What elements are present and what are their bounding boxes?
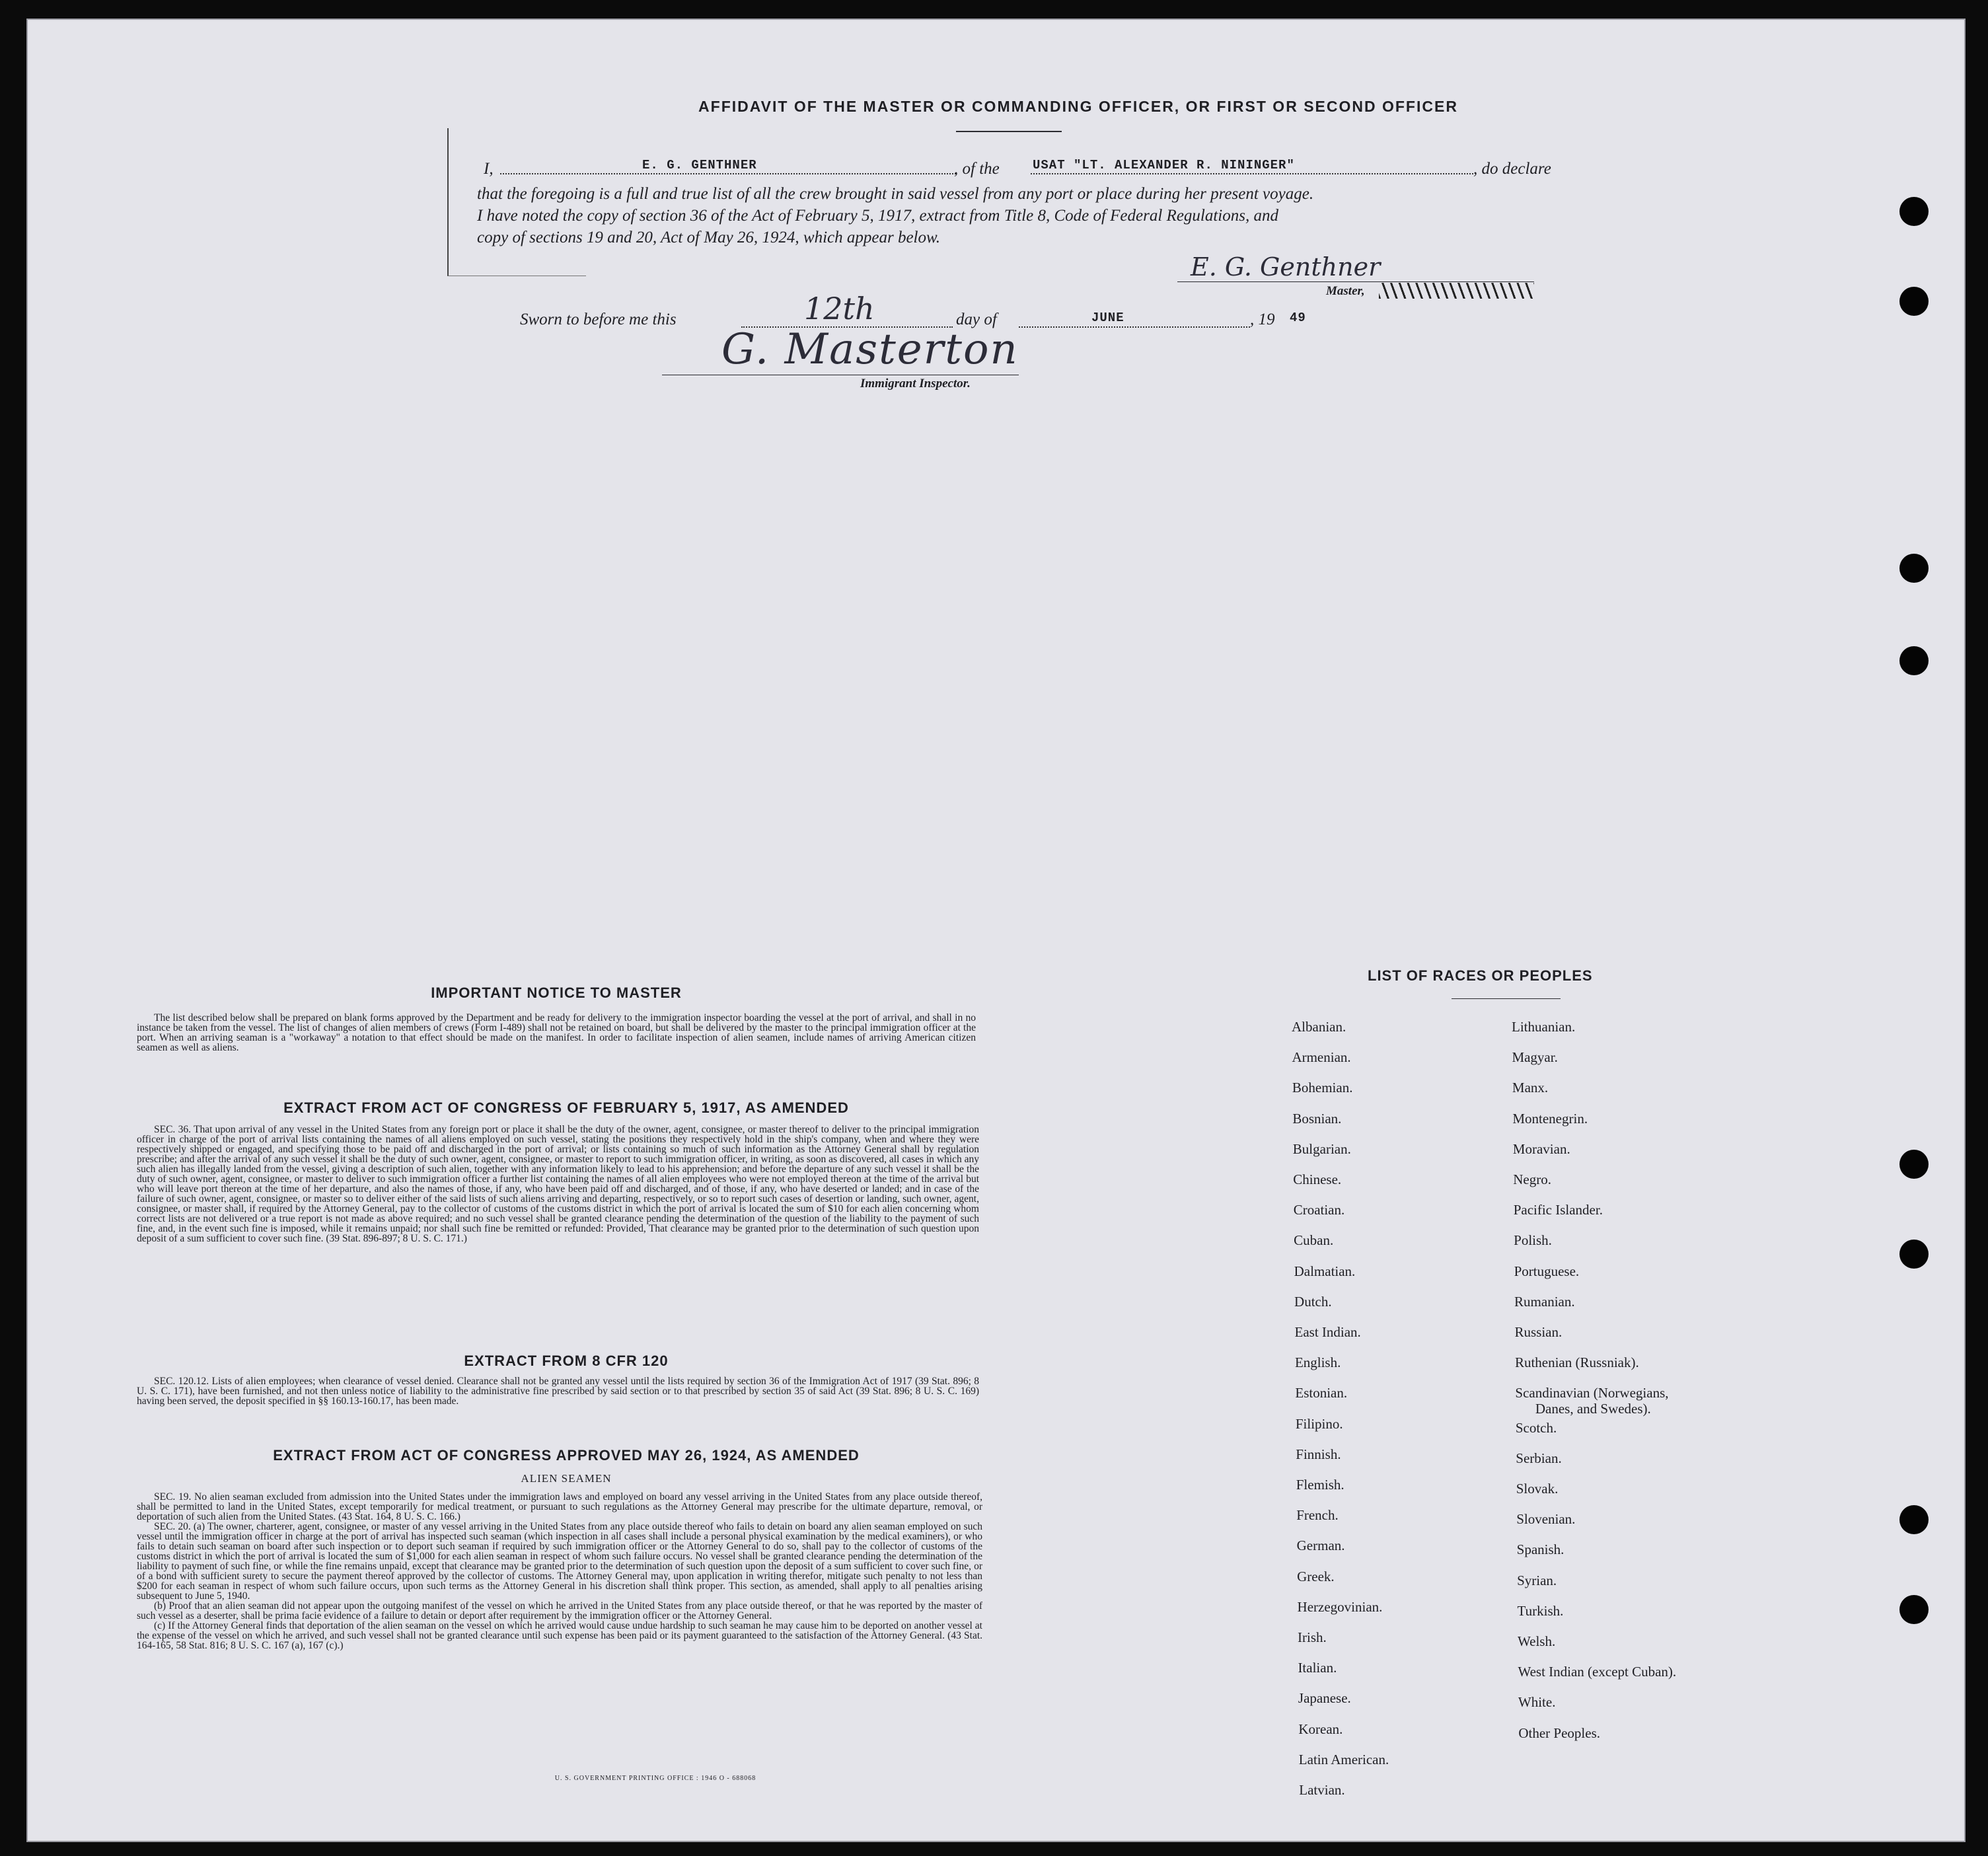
race-item: Greek.	[1297, 1568, 1335, 1584]
race-item: Finnish.	[1296, 1446, 1341, 1462]
race-item: Scandinavian (Norwegians,	[1515, 1385, 1669, 1401]
binder-hole	[1899, 646, 1929, 675]
document-page	[26, 19, 1966, 1842]
inspector-signature: G. Masterton	[721, 325, 1019, 374]
race-item: Bosnian.	[1292, 1110, 1342, 1127]
notice-paragraph: The list described below shall be prepared on blank forms approved by the Department and be ready for delivery to the immigration inspector boarding the vessel at the port of arrival, and shall in no instance be taken from the vessel. The list of changes of alien members of crews (Form I-489) shall not be retained on board, but shall be delivered by the master to the principal immigration officer at the port. When an arriving seaman is a "workaway" a notation to that effect should be made on the manifest. In order to facilitate inspection of alien seamen, include names of arriving American citizen seamen as well as aliens.	[137, 1012, 976, 1053]
vessel-field-line	[1031, 173, 1473, 174]
notice-body	[137, 1013, 976, 1053]
printing-office-imprint: U. S. GOVERNMENT PRINTING OFFICE : 1946 O - 688068	[554, 1775, 756, 1782]
extract-1917-section-36: SEC. 36. That upon arrival of any vessel in the United States from any foreign port or place it shall be the duty of the owner, agent, consignee, or master thereof to deliver to the principal immigration officer in charge of the port of arrival lists containing the names of all aliens employed on such vessel, stating the positions they respectively hold in the ship's company, when and where they were respectively shipped or engaged, and specifying those to be paid off and discharged in the port of arrival; or lists containing so much of such information as the Attorney General shall by regulation prescribe; and after the arrival of any such vessel it shall be the duty of such owner, agent, consignee, or master to report to such immigration officer, in writing, as soon as discovered, all cases in which any such alien has illegally landed from the vessel, giving a description of such alien, together with any information likely to lead to his apprehension; and before the departure of any such vessel it shall be the duty of such owner, agent, consignee, or master to deliver to such immigration officer a further list containing the names of all alien employees who were not employed thereon at the time of the arrival but who will leave port thereon at the time of her departure, and also the names of those, if any, who have been paid off and discharged, and of those, if any, who have deserted or landed; and in case of the failure of such owner, agent, consignee, or master so to deliver either of the said lists of such aliens arriving and departing, respectively, or so to report such cases of desertion or landing, such owner, agent, consignee, or master shall, if required by the Attorney General, pay to the collector of customs of the customs district in which the port of arrival is located the sum of $10 for each alien concerning whom correct lists are not delivered or a true report is not made as above required; and no such vessel shall be granted clearance pending the determination of the question of the liability to the payment of such fine, and, in the event such fine is imposed, while it remains unpaid; nor shall such fine be remitted or refunded: Provided, That clearance may be granted prior to the determination of such question upon deposit of a sum sufficient to cover such fine. (39 Stat. 896-897; 8 U. S. C. 171.)	[137, 1124, 979, 1244]
master-signature: E. G. Genthner	[1191, 252, 1381, 281]
race-item: Magyar.	[1512, 1049, 1558, 1066]
race-item: Ruthenian (Russniak).	[1514, 1355, 1639, 1371]
race-item: Lithuanian.	[1512, 1019, 1576, 1035]
binder-hole	[1899, 554, 1929, 583]
race-item: Manx.	[1512, 1080, 1549, 1096]
race-item: Cuban.	[1294, 1232, 1334, 1249]
race-item: Slovenian.	[1516, 1511, 1576, 1528]
affidavit-line-3: I have noted the copy of section 36 of the Act of February 5, 1917, extract from Title 8, Code of Federal Regulations, and	[477, 207, 1278, 225]
race-item: White.	[1518, 1694, 1556, 1711]
race-item: Japanese.	[1298, 1690, 1351, 1707]
race-item: Syrian.	[1517, 1572, 1557, 1588]
race-item: Herzegovinian.	[1297, 1598, 1383, 1615]
do-declare-label: , do declare	[1473, 160, 1551, 178]
extract-1924-sec-19: SEC. 19. No alien seaman excluded from admission into the United States under the immigration laws and employed on board any vessel arriving in the United States from any place outside thereof, shall be permitted to land in the United States, except temporarily for medical treatment, or pursuant to such regulations as the Attorney General may prescribe for the ultimate departure, removal, or deportation of such alien from the United States. (43 Stat. 164, 8 U. S. C. 166.)	[137, 1491, 982, 1522]
binder-hole	[1899, 1595, 1929, 1624]
race-item: German.	[1296, 1538, 1345, 1554]
binder-hole	[1899, 1150, 1929, 1179]
race-item: Latvian.	[1299, 1782, 1345, 1798]
of-the-label: , of the	[954, 160, 1000, 178]
extract-1917-title: EXTRACT FROM ACT OF CONGRESS OF FEBRUARY 5, 1917, AS AMENDED	[283, 1099, 849, 1116]
race-item: Moravian.	[1512, 1140, 1570, 1157]
year-filled: 49	[1290, 311, 1306, 325]
affidavit-line-2: that the foregoing is a full and true list of all the crew brought in said vessel from any port or place during her present voyage.	[477, 185, 1314, 203]
binder-hole	[1899, 1505, 1929, 1534]
day-of-label: day of	[956, 311, 997, 328]
extract-1924-subtitle: ALIEN SEAMEN	[521, 1472, 612, 1485]
race-item: Danes, and Swedes).	[1535, 1401, 1651, 1417]
binder-hole	[1899, 197, 1929, 226]
race-item: Spanish.	[1516, 1541, 1565, 1558]
race-item: Chinese.	[1293, 1171, 1342, 1187]
race-item: Russian.	[1514, 1324, 1563, 1340]
declarant-name: E. G. GENTHNER	[642, 158, 757, 172]
extract-1917-body	[137, 1125, 979, 1244]
race-item: Montenegrin.	[1512, 1110, 1588, 1127]
race-item: Serbian.	[1516, 1450, 1562, 1466]
races-title: LIST OF RACES OR PEOPLES	[1368, 967, 1593, 984]
race-item: Irish.	[1298, 1629, 1327, 1645]
race-item: Croatian.	[1293, 1202, 1345, 1218]
title-underline	[956, 131, 1062, 132]
notice-title: IMPORTANT NOTICE TO MASTER	[431, 984, 682, 1001]
extract-cfr-title: EXTRACT FROM 8 CFR 120	[464, 1353, 669, 1369]
declarant-prefix: I,	[484, 160, 494, 178]
binder-hole	[1899, 287, 1929, 316]
race-item: Pacific Islander.	[1513, 1202, 1603, 1218]
affidavit-line-4: copy of sections 19 and 20, Act of May 26, 1924, which appear below.	[477, 229, 941, 246]
races-title-underline	[1452, 998, 1561, 999]
race-item: Rumanian.	[1514, 1293, 1575, 1310]
race-item: Turkish.	[1517, 1602, 1564, 1619]
inspector-label: Immigrant Inspector.	[860, 377, 971, 390]
extract-1924-sec-20c: (c) If the Attorney General finds that deportation of the alien seaman on the vessel on which he arrived would cause undue hardship to such seaman he may cause him to be deported on another vessel at the expense of the vessel on which he arrived, and such vessel shall not be granted clearance until such expense has been paid or its payment guaranteed to the satisfaction of the Attorney General. (43 Stat. 164-165, 58 Stat. 816; 8 U. S. C. 167 (a), 167 (c).)	[137, 1620, 982, 1651]
race-item: Welsh.	[1518, 1633, 1556, 1649]
day-filled: 12th	[804, 291, 875, 326]
sworn-text: Sworn to before me this	[520, 311, 677, 328]
race-item: Filipino.	[1295, 1415, 1343, 1432]
race-item: Other Peoples.	[1518, 1725, 1600, 1741]
race-item: Negro.	[1513, 1171, 1551, 1187]
name-field-line	[500, 173, 956, 174]
extract-1924-sec-20b: (b) Proof that an alien seaman did not appear upon the outgoing manifest of the vessel on which he arrived in the United States from any place outside thereof, or that he was reported by the master of such vessel as a deserter, shall be prima facie evidence of a failure to detain or deport after requirement by the immigration officer or the Attorney General.	[137, 1600, 982, 1621]
race-item: English.	[1294, 1355, 1341, 1371]
struck-title-text	[1379, 283, 1534, 299]
race-item: Korean.	[1298, 1721, 1343, 1737]
race-item: Polish.	[1514, 1232, 1552, 1249]
race-item: Dalmatian.	[1294, 1263, 1356, 1279]
race-item: Estonian.	[1295, 1385, 1348, 1401]
race-item: Bohemian.	[1292, 1080, 1353, 1096]
race-item: Latin American.	[1298, 1751, 1389, 1767]
master-signature-line	[1177, 281, 1534, 282]
race-item: French.	[1296, 1507, 1339, 1524]
race-item: Albanian.	[1292, 1019, 1346, 1035]
race-item: West Indian (except Cuban).	[1518, 1664, 1677, 1680]
race-item: Portuguese.	[1514, 1263, 1580, 1279]
master-label: Master,	[1326, 284, 1365, 298]
extract-1924-sec-20a: SEC. 20. (a) The owner, charterer, agent, consignee, or master of any vessel arriving in the United States from any place outside thereof who fails to detain on board any alien seaman employed on such vessel until the immigration officer in charge at the port of arrival has inspected such seaman (which inspection in all cases shall include a personal physical examination by the medical examiners), or who fails to detain such seaman on board after such inspection or to deport such seaman if required by such immigration officer or the Attorney General to do so, shall pay to the collector of customs of the customs district in which the port of arrival is located the sum of $1,000 for each alien seaman in respect of whom such failure occurs. No vessel shall be granted clearance pending the determination of the liability to payment of such fine, or while the fine remains unpaid, except that clearance may be granted prior to the determination of such question upon the deposit of a sum sufficient to cover such fine, or of a bond with sufficient surety to secure the payment thereof approved by the collector of customs. The Attorney General may, upon application in writing therefor, mitigate such penalty to not less than $200 for each seaman in respect of whom such failure occurs, upon such terms as the Attorney General in his discretion shall think proper. This section, as amended, shall apply to all penalties arising subsequent to June 5, 1940.	[137, 1521, 982, 1602]
month-field-line	[1019, 326, 1250, 328]
race-item: Slovak.	[1516, 1481, 1559, 1497]
month-filled: JUNE	[1091, 311, 1124, 325]
race-item: East Indian.	[1294, 1324, 1361, 1340]
race-item: Bulgarian.	[1292, 1140, 1351, 1157]
vessel-name: USAT "LT. ALEXANDER R. NININGER"	[1033, 158, 1295, 172]
year-prefix: , 19	[1250, 311, 1275, 328]
race-item: Dutch.	[1294, 1293, 1332, 1310]
race-item: Flemish.	[1296, 1477, 1344, 1493]
extract-cfr-section: SEC. 120.12. Lists of alien employees; when clearance of vessel denied. Clearance shall not be granted any vessel until the lists required by section 36 of the Immigration Act of 1917 (39 Stat. 896; 8 U. S. C. 171), have been furnished, and not then unless notice of liability to the administrative fine prescribed by said section or to that prescribed by section 35 of said Act (39 Stat. 896; 8 U. S. C. 169) having been served, the deposit specified in §§ 160.13-160.17, has been made.	[137, 1376, 979, 1407]
binder-hole	[1899, 1240, 1929, 1269]
race-item: Scotch.	[1515, 1419, 1557, 1436]
race-item: Armenian.	[1292, 1049, 1351, 1066]
extract-1924-body	[137, 1492, 982, 1651]
extract-1924-title: EXTRACT FROM ACT OF CONGRESS APPROVED MAY 26, 1924, AS AMENDED	[273, 1447, 860, 1464]
extract-cfr-body	[137, 1376, 979, 1406]
race-item: Italian.	[1298, 1660, 1337, 1676]
affidavit-title: AFFIDAVIT OF THE MASTER OR COMMANDING OFFICER, OR FIRST OR SECOND OFFICER	[698, 98, 1458, 115]
